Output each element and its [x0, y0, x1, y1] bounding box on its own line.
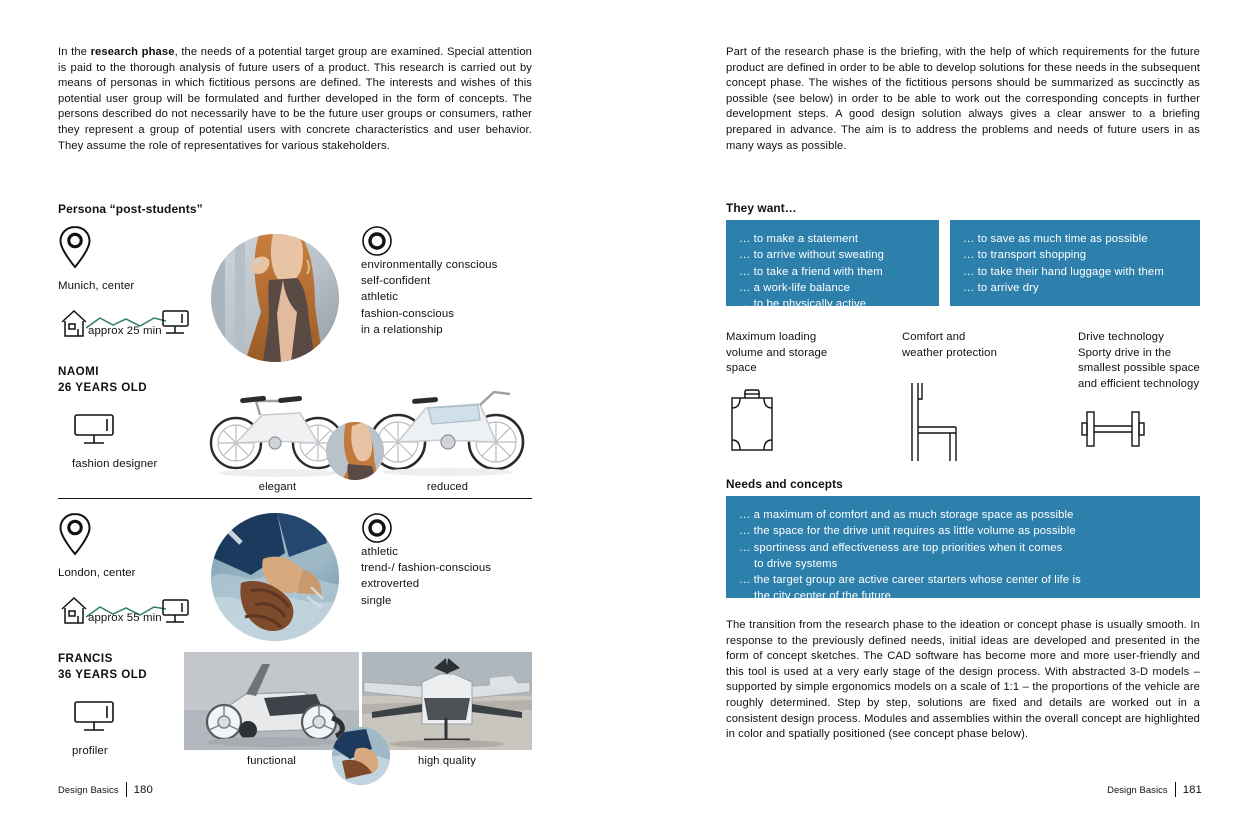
they-want-box-1: … to make a statement … to arrive without sweating … to take a friend with them … a work-life balance … to be physically active — [726, 220, 939, 306]
persona-francis-job: profiler — [72, 745, 108, 757]
persona-naomi-details — [58, 225, 198, 470]
persona-francis-commute — [58, 589, 193, 631]
feature-1-line2: volume and storage — [726, 346, 828, 359]
feature-1-line3: space — [726, 362, 757, 375]
concept-image-functional — [184, 652, 359, 750]
caption-reduced: reduced — [426, 481, 469, 493]
personality-ring-icon — [361, 512, 551, 544]
persona-francis-name: FRANCIS — [58, 652, 113, 665]
persona-naomi-traits-list: environmentally conscious self-confident athletic fashion-conscious in a relationship — [361, 259, 498, 336]
persona-francis-traits — [361, 512, 551, 609]
persona-francis-name-block — [58, 651, 198, 683]
feature-loading-volume — [726, 330, 876, 459]
feature-3-text — [1078, 330, 1228, 392]
persona-naomi-job: fashion designer — [72, 458, 158, 470]
footer-page-number: 181 — [1182, 783, 1202, 796]
persona-naomi-commute-label: approx 25 min — [88, 325, 162, 337]
persona-naomi-age: 26 YEARS OLD — [58, 381, 148, 394]
dumbbell-icon — [1078, 406, 1228, 457]
needs-and-concepts-box: … a maximum of comfort and as much storage space as possible … the space for the drive unit requires as little volume as possible … sportiness and effectiveness are top priorities when it comes to drive systems … the target group are active career starters whose center of life is the city center of the future — [726, 496, 1200, 598]
footer-separator — [126, 782, 127, 797]
location-pin-icon — [58, 225, 198, 275]
left-page-footer — [58, 782, 153, 797]
persona-naomi-portrait — [211, 234, 339, 362]
persona-francis-traits-list: athletic trend-/ fashion-conscious extroverted single — [361, 546, 492, 607]
persona-francis-city: London, center — [58, 567, 136, 579]
persona-naomi-traits — [361, 225, 551, 338]
right-page-footer — [1107, 782, 1202, 797]
left-intro-paragraph: In the research phase, the needs of a potential target group are examined. Special attention is paid to the thorough analysis of future users of a product. This research is carried out by means of personas in which fictitious persons are defined. The interests and wishes of this potential user group will be formulated and further developed in the form of concepts. The persons described do not necessarily have to be the future user groups or consumers, rather they represent a group of potential users with concrete characteristics and user behavior. They assume the role of representatives for various stakeholders. — [58, 46, 532, 152]
they-want-heading: They want… — [726, 201, 797, 215]
persona-francis-job-block — [58, 699, 198, 757]
location-pin-icon — [58, 512, 198, 562]
feature-1-line1: Maximum loading — [726, 331, 817, 343]
feature-2-line2: weather protection — [902, 346, 997, 359]
feature-comfort-weather — [902, 330, 1052, 468]
feature-3-line4: and efficient technology — [1078, 377, 1200, 390]
persona-section-title: Persona “post-students” — [58, 202, 203, 216]
persona-naomi-name-block — [58, 364, 198, 396]
persona-naomi-job-block — [58, 412, 198, 470]
monitor-icon — [72, 435, 116, 452]
caption-elegant: elegant — [258, 481, 297, 493]
persona-francis-portrait — [211, 513, 339, 641]
suitcase-icon — [726, 386, 876, 459]
they-want-box-2: … to save as much time as possible … to transport shopping … to take their hand luggage with them … to arrive dry — [950, 220, 1200, 306]
persona-francis-commute-label: approx 55 min — [88, 612, 162, 624]
right-page — [630, 0, 1260, 827]
feature-3-line2: Sporty drive in the — [1078, 346, 1172, 359]
needs-and-concepts-heading: Needs and concepts — [726, 477, 843, 491]
footer-book-title: Design Basics — [58, 784, 119, 795]
caption-functional: functional — [246, 755, 296, 767]
feature-3-line1: Drive technology — [1078, 331, 1164, 343]
persona-divider — [58, 498, 532, 499]
chair-icon — [902, 381, 1052, 468]
feature-2-line1: Comfort and — [902, 331, 966, 343]
concept-image-reduced — [360, 372, 535, 480]
personality-ring-icon — [361, 225, 551, 257]
persona-naomi-city: Munich, center — [58, 280, 135, 292]
concept-image-high-quality — [362, 652, 532, 750]
persona-francis-thumbnail — [332, 727, 390, 785]
feature-1-text — [726, 330, 876, 377]
footer-separator — [1175, 782, 1176, 797]
persona-francis-details — [58, 512, 198, 757]
persona-francis-age: 36 YEARS OLD — [58, 668, 148, 681]
right-outro-paragraph: The transition from the research phase to the ideation or concept phase is usually smooth. In response to the previously defined needs, initial ideas are developed and presented in the form of concept sketches. The CAD software has become more and more user-friendly and this tool is used at a very early stage of the design process. With abstracted 3-D models – supported by simple ergonomics models on a scale of 1:1 – the proportions of the vehicle are roughly determined. Step by step, solutions are fixed and details are worked out in a consistent design process. Modules and assemblies within the overall concept are highlighted in color and spatially positioned (see concept phase below). — [726, 619, 1200, 741]
persona-naomi-commute — [58, 302, 193, 344]
monitor-icon — [72, 722, 116, 739]
caption-high-quality: high quality — [418, 755, 476, 767]
feature-drive-technology — [1078, 330, 1228, 457]
feature-3-line3: smallest possible space — [1078, 362, 1200, 375]
persona-naomi-thumbnail — [326, 422, 384, 480]
feature-2-text — [902, 330, 1052, 361]
footer-book-title: Design Basics — [1107, 784, 1168, 795]
footer-page-number: 180 — [133, 783, 153, 796]
persona-naomi-name: NAOMI — [58, 365, 99, 378]
right-intro-paragraph: Part of the research phase is the briefing, with the help of which requirements for the future product are defined in order to be able to develop solutions for these needs in the subsequent concept phase. The wishes of the fictitious persons should be summarized as succinctly as possible (see below) in order to be able to work out the corresponding concepts in further development steps. A good design solution always gives a clear answer to a briefing prepared in advance. The aim is to address the problems and needs of future users in as many ways as possible. — [726, 46, 1200, 152]
